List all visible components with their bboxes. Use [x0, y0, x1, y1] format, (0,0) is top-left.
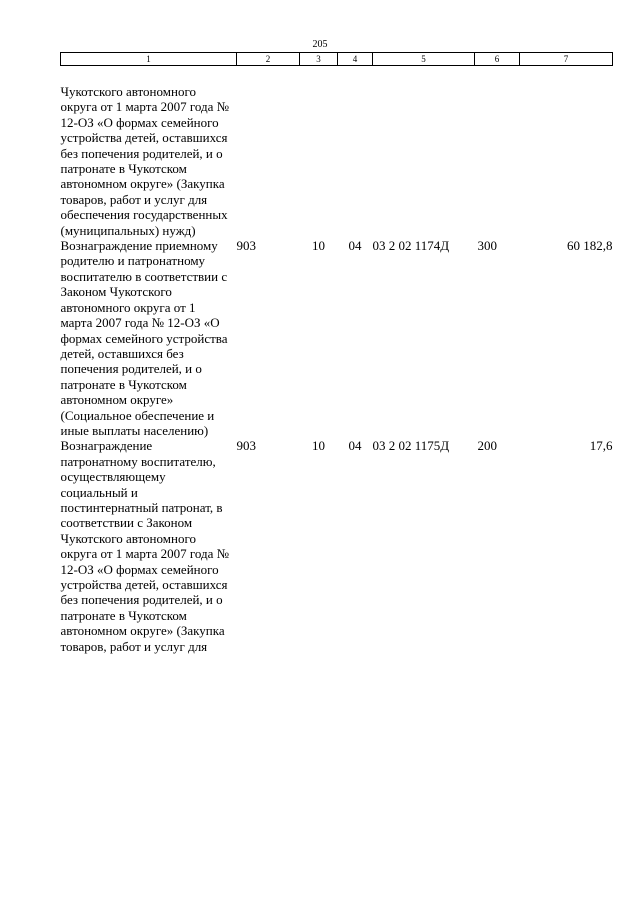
table-row [61, 438, 613, 654]
row-target-article: 03 2 02 1175Д [372, 438, 450, 454]
row-section-code: 10 [312, 238, 325, 254]
row-description: Вознаграждение приемному родителю и патронатному воспитателю в соответствии с Законом Чукотского автономного округа от 1 марта 2007 года № 12-ОЗ «О формах семейного устройства детей, оставшихся без попечения родителей, и о патронате в Чукотском автономном округе» (Социальное обеспечение и иные выплаты населению) [60, 238, 228, 438]
budget-table [60, 52, 613, 654]
row-expense-type: 300 [477, 238, 497, 254]
row-subsection-code: 04 [348, 238, 362, 254]
row-description: Вознаграждение патронатному воспитателю, осуществляющему социальный и постинтернатный патронат, в соответствии с Законом Чукотского автономного округа от 1 марта 2007 года № 12-ОЗ «О формах семейного устройства детей, оставшихся без попечения родителей, и о патронате в Чукотском автономном округе» (Закупка товаров, работ и услуг для [60, 438, 230, 654]
row-expense-type [475, 66, 520, 239]
row-amount: 60 182,8 [567, 238, 613, 254]
row-expense-type: 200 [477, 438, 497, 454]
column-header-7: 7 [520, 53, 613, 66]
column-header-2: 2 [237, 53, 300, 66]
row-target-article: 03 2 02 1174Д [372, 238, 450, 254]
row-amount [520, 66, 613, 239]
row-ministry-code: 903 [236, 438, 256, 454]
table-row [61, 66, 613, 239]
row-subsection-code: 04 [348, 438, 362, 454]
row-ministry-code [237, 66, 300, 239]
row-section-code: 10 [312, 438, 325, 454]
page-number: 205 [312, 39, 328, 50]
column-header-1: 1 [61, 53, 237, 66]
table-header-row [61, 53, 613, 66]
column-header-3: 3 [300, 53, 338, 66]
table-row [61, 238, 613, 438]
row-section-code [300, 66, 338, 239]
row-subsection-code [338, 66, 373, 239]
row-ministry-code: 903 [236, 238, 256, 254]
row-target-article [373, 66, 475, 239]
row-amount: 17,6 [589, 438, 613, 454]
column-header-4: 4 [338, 53, 373, 66]
column-header-6: 6 [475, 53, 520, 66]
column-header-5: 5 [373, 53, 475, 66]
row-description: Чукотского автономного округа от 1 марта 2007 года № 12-ОЗ «О формах семейного устройства детей, оставшихся без попечения родителей, и о патронате в Чукотском автономном округе» (Закупка товаров, работ и услуг для обеспечения государственных (муниципальных) нужд) [60, 84, 230, 238]
